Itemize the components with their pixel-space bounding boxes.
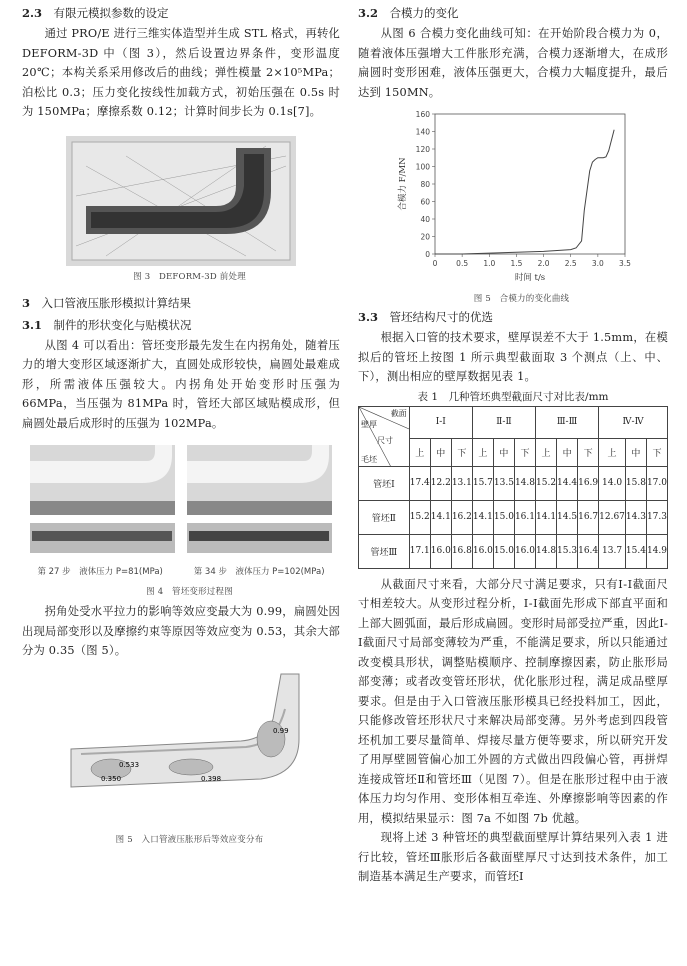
position-header: 中 [625, 438, 646, 466]
section-3-3-paragraph-3: 现将上述 3 种管坯的典型截面壁厚计算结果列入表 1 进行比较，管坯Ⅲ胀形后各截面壁厚尺寸达到技术条件，加工制造基本满足生产要求，而管坯Ⅰ [358, 831, 668, 883]
position-header: 下 [514, 438, 535, 466]
corner-label: 毛坯 [361, 454, 377, 464]
table-row [359, 500, 668, 534]
section-3-1-paragraph: 从图 4 可以看出：管坯变形最先发生在内拐角处，随着压力的增大变形区域逐渐扩大，直圆处成形较快，扁圆处最难成形，所需液体压强较大。内拐角处开始变形时压强为 66MPa，当压强为 81MPa 时，管坯大部区域贴模成形，但扁圆处最后成形时的压强为 102MPa。 [22, 338, 340, 430]
table-cell: 15.2 [536, 466, 557, 500]
y-tick-label: 120 [415, 145, 430, 154]
table-cell: 17.4 [409, 466, 430, 500]
y-tick-label: 80 [420, 180, 430, 189]
section-3-heading [22, 292, 340, 314]
y-tick-label: 140 [415, 127, 430, 137]
row-label: 管坯Ⅲ [359, 534, 410, 568]
section-number: 3.3 [358, 310, 379, 324]
section-title: 有限元模拟参数的设定 [53, 6, 169, 20]
tube-deformation-images [22, 441, 340, 561]
y-tick-label: 60 [420, 197, 430, 207]
table-cell: 16.0 [430, 534, 451, 568]
position-header: 中 [493, 438, 514, 466]
table-cell: 15.3 [557, 534, 578, 568]
position-header: 上 [472, 438, 493, 466]
deform-preprocess-image [66, 136, 296, 266]
plot-frame [435, 114, 625, 254]
section-2-3-heading [22, 2, 340, 24]
position-header: 中 [430, 438, 451, 466]
table-cell: 16.0 [514, 534, 535, 568]
table-cell: 14.8 [536, 534, 557, 568]
x-tick-label: 1.0 [483, 259, 496, 268]
section-2-3-paragraph: 通过 PRO/E 进行三维实体造型并生成 STL 格式，再转化 DEFORM-3D 中（图 3），然后设置边界条件，变形温度 20℃；本构关系采用修改后的曲线；弹性模量 2×10⁵MPa；泊松比 0.3；压力变化按线性加载方式，初始压强在 0.5s 时为 150MPa；摩擦系数 0.12；计算时间步长为 0.1s[7]。 [22, 27, 340, 118]
table-cell: 14.8 [514, 466, 535, 500]
left-column [22, 0, 340, 849]
table-cell: 15.2 [409, 500, 430, 534]
position-header: 下 [451, 438, 472, 466]
table-cell: 14.1 [472, 500, 493, 534]
table-cell: 13.5 [493, 466, 514, 500]
section-3-2-heading [358, 2, 668, 24]
table-cell: 14.1 [430, 500, 451, 534]
corner-label: 尺寸 [377, 435, 393, 445]
position-header: 上 [536, 438, 557, 466]
step-34-image [187, 445, 332, 553]
x-tick-label: 3.0 [591, 259, 604, 268]
step-34-label: 第 34 步 液体压力 P=102(MPa) [193, 567, 325, 577]
position-header: 下 [578, 438, 599, 466]
y-tick-label: 0 [425, 250, 430, 259]
table-cell: 14.9 [646, 534, 667, 568]
section-3-3-paragraph: 根据入口管的技术要求，壁厚误差不大于 1.5mm，在模拟后的管坯上按图 1 所示典型截面取 3 个测点（上、中、下），测出相应的壁厚数据见表 1。 [358, 331, 668, 383]
table-row [359, 534, 668, 568]
section-title: 合模力的变化 [389, 6, 459, 20]
x-tick-label: 0.5 [456, 259, 469, 268]
section-3-1-heading [22, 314, 340, 336]
clamping-force-line [435, 130, 614, 254]
section-header: Ⅲ-Ⅲ [536, 406, 599, 438]
table-cell: 12.2 [430, 466, 451, 500]
strain-label: 0.533 [119, 760, 140, 769]
table-cell: 15.0 [493, 534, 514, 568]
section-3-2-paragraph: 从图 6 合模力变化曲线可知：在开始阶段合模力为 0，随着液体压强增大工件胀形充满，合模力逐渐增大，在成形扁圆时变形困难，液体压强更大，合模力大幅度提升，最后达到 150MN。 [358, 27, 668, 99]
section-header: Ⅳ-Ⅳ [599, 406, 668, 438]
corner-label: 截面 [390, 408, 407, 418]
x-axis-label: 时间 t/s [514, 273, 546, 283]
section-number: 3.1 [22, 317, 43, 332]
right-column [358, 0, 668, 887]
section-header: Ⅱ-Ⅱ [472, 406, 535, 438]
row-label: 管坯Ⅱ [359, 500, 410, 534]
x-tick-label: 3.5 [619, 259, 631, 268]
table-cell: 17.0 [646, 466, 667, 500]
table-cell: 16.2 [451, 500, 472, 534]
section-3-1-paragraph-2: 拐角处受水平拉力的影响等效应变最大为 0.99，扁圆处因出现局部变形以及摩擦约束等原因等效应变为 0.53，其余大部分为 0.35（图 5）。 [22, 605, 340, 657]
table-1 [358, 406, 668, 569]
strain-label: 0.398 [201, 774, 222, 783]
strain-label: 0.350 [101, 774, 122, 783]
position-header: 上 [409, 438, 430, 466]
x-tick-label: 0 [432, 259, 438, 268]
position-header: 上 [599, 438, 626, 466]
y-axis-label: 合模力 F/MN [398, 157, 408, 211]
table-cell: 13.7 [599, 534, 626, 568]
position-header: 中 [557, 438, 578, 466]
step-27-label: 第 27 步 液体压力 P=81(MPa) [37, 567, 163, 577]
figure-6-caption: 图 5 合模力的变化曲线 [473, 294, 570, 304]
y-tick-label: 160 [415, 110, 430, 119]
x-tick-label: 2.0 [537, 259, 550, 268]
strain-distribution-image [41, 669, 321, 829]
section-number: 2.3 [22, 6, 43, 20]
y-tick-label: 20 [420, 232, 430, 242]
table-cell: 15.4 [625, 534, 646, 568]
table-cell: 14.4 [557, 466, 578, 500]
table-cell: 17.1 [409, 534, 430, 568]
table-1-title: 表 1 几种管坯典型截面尺寸对比表/mm [417, 390, 609, 403]
section-3-3-heading [358, 306, 668, 328]
table-cell: 14.5 [557, 500, 578, 534]
row-label: 管坯Ⅰ [359, 466, 410, 500]
table-cell: 16.7 [578, 500, 599, 534]
figure-3 [66, 136, 296, 282]
section-title: 管坯结构尺寸的优选 [389, 310, 494, 324]
table-cell: 15.7 [472, 466, 493, 500]
table-cell: 14.3 [625, 500, 646, 534]
x-tick-label: 2.5 [564, 259, 577, 268]
strain-label: 0.99 [273, 726, 289, 735]
table-cell: 14.1 [536, 500, 557, 534]
table-row [359, 466, 668, 500]
section-title: 制件的形状变化与贴模状况 [53, 317, 192, 332]
table-corner-cell [359, 406, 410, 466]
figure-5-caption: 图 5 入口管液压胀形后等效应变分布 [115, 834, 264, 845]
y-tick-label: 100 [415, 162, 430, 172]
section-number: 3.2 [358, 6, 379, 20]
figure-3-caption: 图 3 DEFORM-3D 前处理 [133, 271, 246, 282]
section-number: 3 [22, 295, 31, 310]
step-27-image [30, 445, 175, 553]
table-cell: 16.4 [578, 534, 599, 568]
table-cell: 16.9 [578, 466, 599, 500]
table-cell: 13.1 [451, 466, 472, 500]
section-title: 入口管液压胀形模拟计算结果 [41, 295, 192, 310]
figure-6-chart [383, 108, 643, 306]
x-tick-label: 1.5 [510, 259, 523, 268]
table-cell: 17.3 [646, 500, 667, 534]
y-tick-label: 40 [420, 215, 430, 224]
clamping-force-chart [383, 108, 643, 288]
section-header: Ⅰ-Ⅰ [409, 406, 472, 438]
figure-4-caption: 图 4 管坯变形过程图 [146, 587, 233, 597]
table-cell: 16.8 [451, 534, 472, 568]
figure-5 [41, 669, 321, 849]
section-3-3-paragraph-2: 从截面尺寸来看，大部分尺寸满足要求，只有Ⅰ-Ⅰ截面尺寸相差较大。从变形过程分析，Ⅰ-Ⅰ截面先形成下部直平面和上部大圆弧面，最后形成扁圆。变形时局部受拉严重，因此Ⅰ-Ⅰ截面尺寸局部变薄较为严重，不能满足要求，所以只能通过改变模具形状，调整贴模顺序、控制摩擦因素，防止胀形局部变薄；或者改变管坯形状，优化胀形过程，满足成品壁厚要求。但是由于入口管液压胀形模具已经投料加工，因此，只能修改管坯形状尺寸来解决局部变薄。另外考虑到四段管坯机加工要尽量简单、焊接尽量方便等要求，所以研究开发了用厚壁圆管偏心加工外圆的方式做出四段偏心管，再拼焊连接成管坯Ⅱ和管坯Ⅲ（见图 7）。但是在胀形过程中由于液体压力均匀作用、变形体相互牵连、外摩擦影响等因素的作用，模拟结果显示：图 7a 不如图 7b 优越。 [358, 577, 668, 825]
table-cell: 15.0 [493, 500, 514, 534]
table-cell: 14.0 [599, 466, 626, 500]
figure-4 [22, 441, 340, 596]
corner-label: 壁厚 [361, 419, 377, 429]
table-cell: 16.0 [472, 534, 493, 568]
table-cell: 12.67 [599, 500, 626, 534]
table-cell: 15.8 [625, 466, 646, 500]
table-cell: 16.1 [514, 500, 535, 534]
position-header: 下 [646, 438, 667, 466]
